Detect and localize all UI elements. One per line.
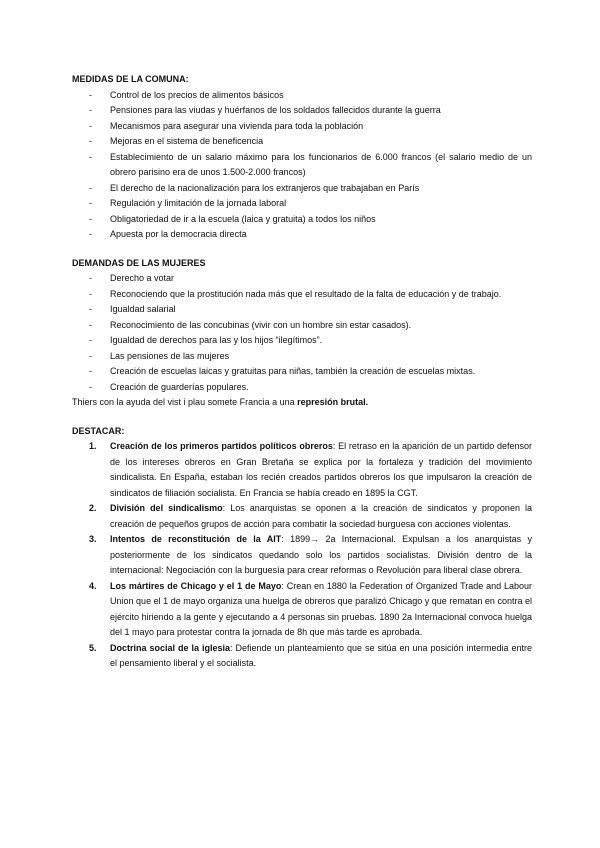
closing-emphasis: represión brutal.: [297, 397, 369, 407]
numbered-item: [72, 439, 532, 501]
item-number: 3.: [89, 534, 97, 544]
medidas-list: [72, 88, 532, 243]
list-item: - Reconocimiento de las concubinas (vivir con un hombre sin estar casados).: [72, 318, 532, 334]
list-item: - Igualdad de derechos para las y los hijos “ilegítimos”.: [72, 333, 532, 349]
numbered-item: [72, 579, 532, 641]
item-title: Doctrina social de la iglesia: [110, 642, 230, 653]
closing-paragraph: [72, 395, 532, 411]
list-item: - Creación de escuelas laicas y gratuitas para niñas, también la creación de escuelas mixtas.: [72, 364, 532, 380]
destacar-list: [72, 439, 532, 672]
numbered-item: [72, 641, 532, 672]
item-title: Creación de los primeros partidos políticos obreros: [110, 441, 333, 451]
item-text: : 1899→ 2a Internacional. Expulsan a los anarquistas y posteriormente de los sindicatos quedando solo los partidos socialistas. División dentro de la internacional: Negociación con la burguesía para crear reformas o Revolución para liberal clase obrera.: [110, 534, 532, 575]
section-heading-destacar: DESTACAR:: [72, 425, 125, 436]
spacer: [72, 243, 532, 256]
item-title: División del sindicalismo: [110, 503, 223, 513]
item-title: Los mártires de Chicago y el 1 de Mayo: [110, 580, 282, 591]
numbered-item: [72, 532, 532, 579]
list-item: - Regulación y limitación de la jornada laboral: [72, 196, 532, 212]
list-item: - Establecimiento de un salario máximo para los funcionarios de 6.000 francos (el salario medio de un obrero parisino era de unos 1.500-2.000 francos): [72, 150, 532, 181]
closing-text: Thiers con la ayuda del vist i plau somete Francia a una: [72, 397, 298, 407]
item-text: : Los anarquistas se oponen a la creación de sindicatos y proponen la creación de pequeños grupos de acción para combatir la sociedad burguesa con acciones violentas.: [110, 503, 533, 529]
list-item: - Creación de guarderías populares.: [72, 380, 532, 396]
list-item: - Control de los precios de alimentos básicos: [72, 88, 532, 104]
numbered-item: [72, 501, 532, 532]
list-item: - Mejoras en el sistema de beneficencia: [72, 134, 532, 150]
list-item: - Igualdad salarial: [72, 302, 532, 318]
list-item: - Apuesta por la democracia directa: [72, 227, 532, 243]
list-item: - Obligatoriedad de ir a la escuela (laica y gratuita) a todos los niños: [72, 212, 532, 228]
list-item: - Pensiones para las viudas y huérfanos de los soldados fallecidos durante la guerra: [72, 103, 532, 119]
item-number: 1.: [89, 441, 97, 451]
list-item: - Reconociendo que la prostitución nada más que el resultado de la falta de educación y de trabajo.: [72, 287, 532, 303]
document-page: [72, 72, 532, 672]
item-number: 5.: [89, 642, 97, 653]
section-heading-medidas: MEDIDAS DE LA COMUNA:: [72, 74, 189, 84]
list-item: - Mecanismos para asegurar una vivienda para toda la población: [72, 119, 532, 135]
item-title: Intentos de reconstitución de la AIT: [110, 534, 282, 544]
list-item: - Las pensiones de las mujeres: [72, 349, 532, 365]
item-number: 2.: [89, 503, 97, 513]
item-text: : Defiende un planteamiento que se sitúa en una posición intermedia entre el pensamiento liberal y el socialista.: [110, 642, 532, 668]
item-text: : El retraso en la aparición de un partido defensor de los intereses obreros en Gran Bretaña se explica por la fortaleza y tradición del movimiento sindicalista. En España, estaban los recién creados partidos obreros los que impulsaron la creación de sindicatos de filiación socialista. En Francia se había creado en 1895 la CGT.: [110, 441, 532, 498]
demandas-list: [72, 271, 532, 395]
section-heading-demandas: DEMANDAS DE LAS MUJERES: [72, 257, 206, 268]
spacer: [72, 411, 532, 424]
item-number: 4.: [89, 580, 97, 591]
item-text: : Crean en 1880 la Federation of Organized Trade and Labour Union que el 1 de mayo organiza una huelga de obreros que paralizó Chicago y que rematan en contra el ejército hiriendo a la gente y ejecutando a 4 personas sin pruebas. 1890 2a Internacional convoca huelga del 1 mayo para protestar contra la jornada de 8h que más tarde es aprobada.: [110, 580, 532, 637]
list-item: - Derecho a votar: [72, 271, 532, 287]
list-item: - El derecho de la nacionalización para los extranjeros que trabajaban en París: [72, 181, 532, 197]
